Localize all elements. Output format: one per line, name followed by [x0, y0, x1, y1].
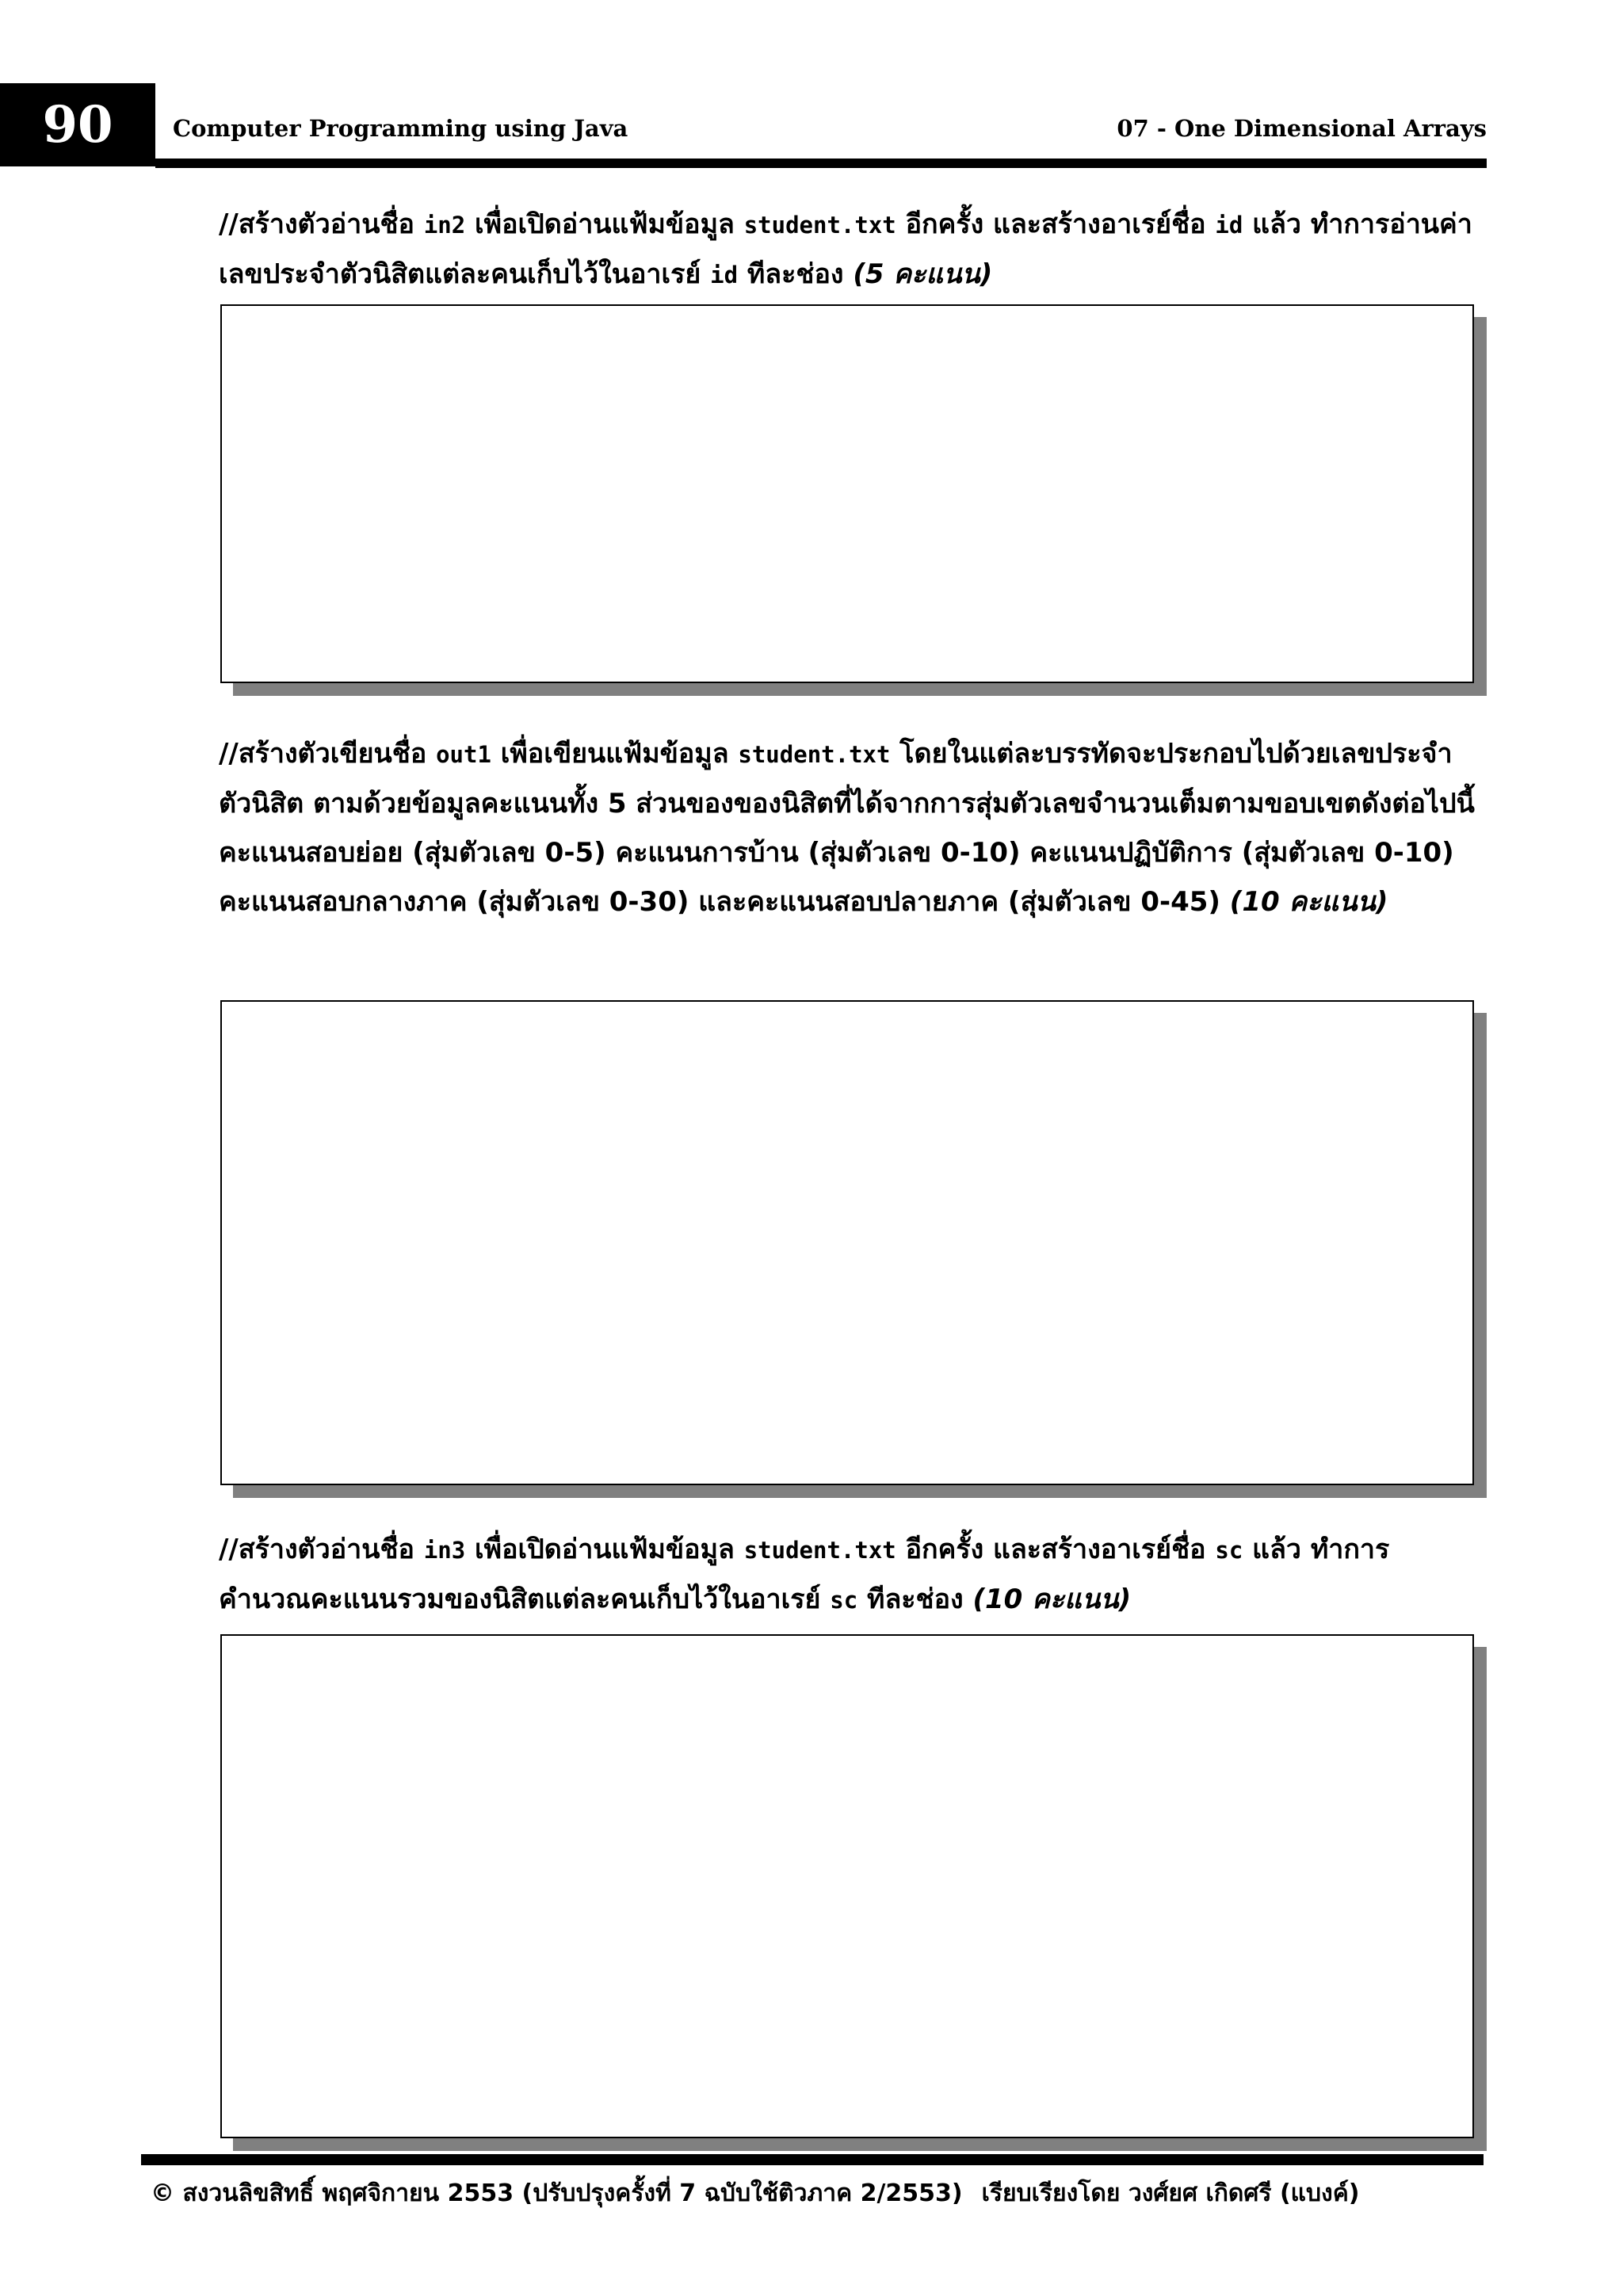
instruction-text: อีกครั้ง และสร้างอาเรย์ชื่อ: [896, 208, 1216, 240]
page-number: 90: [0, 83, 155, 166]
instruction-text: ทีละช่อง: [738, 258, 854, 290]
footer: [151, 2170, 1490, 2218]
code-token: id: [1215, 212, 1243, 239]
code-token: in2: [423, 212, 466, 239]
copyright-notice: © สงวนลิขสิทธิ์ พฤศจิกายน 2553 (ปรับปรุงครั้งที่ 7 ฉบับใช้ติวภาค 2/2553): [151, 2179, 963, 2207]
points-label: (10 คะแนน): [972, 1584, 1132, 1615]
instruction-text: เพื่อเขียนแฟ้มข้อมูล: [491, 738, 739, 770]
instruction-text: แล้ว ทำการอ่านค่าเลขประจำตัวนิสิตแต่ละคนเก็บไว้ในอาเรย์: [219, 208, 1472, 290]
header-rule: [155, 159, 1487, 168]
chapter-title: 07 - One Dimensional Arrays: [1117, 115, 1487, 142]
instruction-text: อีกครั้ง และสร้างอาเรย์ชื่อ: [896, 1534, 1216, 1565]
code-token: student.txt: [743, 212, 896, 239]
instruction-text: เพื่อเปิดอ่านแฟ้มข้อมูล: [465, 1534, 744, 1565]
answer-box-2[interactable]: [220, 1000, 1474, 1485]
author-credit: เรียบเรียงโดย วงศ์ยศ เกิดศรี (แบงค์): [981, 2179, 1360, 2207]
code-token: student.txt: [743, 1537, 896, 1564]
instruction-text: //สร้างตัวอ่านชื่อ: [219, 1534, 424, 1565]
instruction-1: [219, 200, 1479, 300]
points-label: (5 คะแนน): [853, 258, 993, 290]
code-token: in3: [423, 1537, 466, 1564]
code-token: out1: [436, 741, 491, 768]
code-token: student.txt: [738, 741, 891, 768]
instruction-text: //สร้างตัวเขียนชื่อ: [219, 738, 437, 770]
code-token: sc: [830, 1587, 858, 1614]
instruction-2: [219, 729, 1479, 926]
instruction-text: โดยในแต่ละบรรทัดจะประกอบไปด้วยเลขประจำตัวนิสิต ตามด้วยข้อมูลคะแนนทั้ง 5 ส่วนของของนิสิตที่ได้จากการสุ่มตัวเลขจำนวนเต็มตามขอบเขตดังต่อไปนี้ คะแนนสอบย่อย (สุ่มตัวเลข 0-5) คะแนนการบ้าน (สุ่มตัวเลข 0-10) คะแนนปฏิบัติการ (สุ่มตัวเลข 0-10) คะแนนสอบกลางภาค (สุ่มตัวเลข 0-30) และคะแนนสอบปลายภาค (สุ่มตัวเลข 0-45): [219, 738, 1475, 918]
instruction-3: [219, 1525, 1479, 1625]
book-title: Computer Programming using Java: [173, 115, 628, 142]
answer-box-1[interactable]: [220, 304, 1474, 683]
instruction-text: //สร้างตัวอ่านชื่อ: [219, 208, 424, 240]
code-token: id: [710, 262, 739, 288]
points-label: (10 คะแนน): [1229, 886, 1388, 918]
footer-rule: [141, 2154, 1484, 2165]
answer-box-3[interactable]: [220, 1634, 1474, 2138]
code-token: sc: [1215, 1537, 1243, 1564]
instruction-text: ทีละช่อง: [857, 1584, 973, 1615]
instruction-text: เพื่อเปิดอ่านแฟ้มข้อมูล: [465, 208, 744, 240]
instruction-text: แล้ว ทำการคำนวณคะแนนรวมของนิสิตแต่ละคนเก็บไว้ในอาเรย์: [219, 1534, 1390, 1615]
